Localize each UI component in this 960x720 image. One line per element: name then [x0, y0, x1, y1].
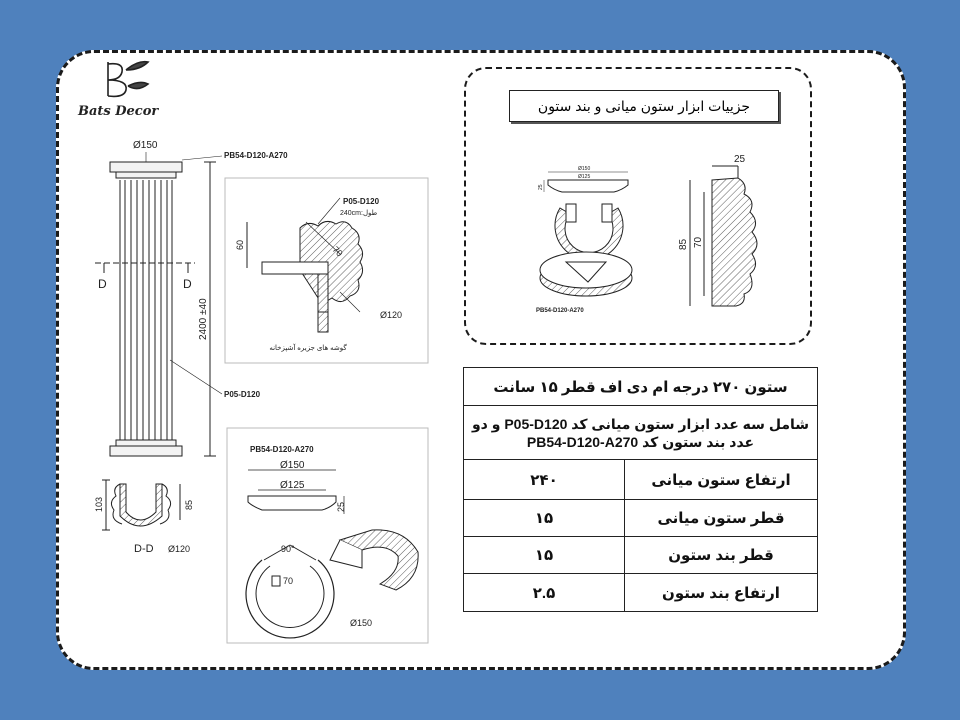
- spec-description-row: [464, 406, 818, 460]
- band-outer-diameter: Ø150: [280, 460, 305, 471]
- spec-label: ارتفاع بند ستون: [625, 574, 818, 612]
- corner-length-note: 240cm:طول: [340, 210, 378, 217]
- corner-dim-60: 60: [235, 239, 245, 250]
- detail-part-code: PB54-D120-A270: [536, 308, 584, 314]
- band-plan: [246, 545, 334, 638]
- table-row: [464, 460, 818, 500]
- column-top-diameter: Ø150: [133, 140, 158, 151]
- band-angle: 90°: [281, 544, 295, 554]
- spec-value: ۲.۵: [464, 574, 625, 612]
- table-row: [464, 574, 818, 612]
- spec-label: قطر ستون میانی: [625, 500, 818, 537]
- detail-profile-height-85: 85: [678, 238, 689, 250]
- section-dd: [102, 480, 180, 530]
- spec-title: ستون ۲۷۰ درجه ام دی اف قطر ۱۵ سانت: [464, 368, 818, 406]
- spec-value: ۲۴۰: [464, 460, 625, 500]
- detail-title: جزییات ابزار ستون میانی و بند ستون: [509, 90, 779, 122]
- column-shaft-code: P05-D120: [224, 390, 261, 399]
- band-elevation: [248, 470, 344, 514]
- detail-small-dia-125: Ø125: [578, 174, 591, 180]
- detail-profile-width: 25: [734, 154, 746, 165]
- section-marker-right: D: [183, 277, 192, 291]
- band-3d: [330, 530, 418, 590]
- spec-title-row: [464, 368, 818, 406]
- corner-dim-70: 70: [330, 244, 345, 259]
- section-height-85: 85: [184, 499, 194, 510]
- corner-part-code: P05-D120: [343, 197, 380, 206]
- corner-diameter: Ø120: [380, 310, 403, 320]
- spec-table: [463, 367, 818, 612]
- spec-label: قطر بند ستون: [625, 537, 818, 574]
- section-name: D-D: [134, 543, 154, 555]
- spec-description-line1: شامل سه عدد ابزار ستون میانی کد P05-D120 و دو: [471, 415, 810, 432]
- detail-small-height: 25: [538, 184, 544, 190]
- corner-profile: [247, 198, 363, 332]
- spec-label: ارتفاع ستون میانی: [625, 460, 818, 500]
- band-plan-diameter: Ø150: [350, 618, 373, 628]
- table-row: [464, 500, 818, 537]
- leaf-monogram-icon: [108, 62, 148, 97]
- spec-description-line2: عدد بند ستون کد PB54-D120-A270: [526, 433, 755, 450]
- logo-text: Bats Decor: [78, 104, 159, 119]
- spec-value: ۱۵: [464, 500, 625, 537]
- column-height: 2400 ±40: [198, 298, 209, 340]
- band-inner-diameter: Ø125: [280, 480, 305, 491]
- detail-small-dia-150: Ø150: [578, 166, 591, 172]
- band-height: 25: [336, 501, 346, 512]
- section-diameter: Ø120: [168, 544, 191, 554]
- spec-value: ۱۵: [464, 537, 625, 574]
- section-marker-left: D: [98, 277, 107, 291]
- spec-description: [464, 406, 818, 460]
- column-part-code: PB54-D120-A270: [224, 151, 288, 160]
- corner-caption: گوشه های جزیره آشپزخانه: [269, 345, 347, 352]
- table-row: [464, 537, 818, 574]
- detail-profile-height-70: 70: [693, 236, 704, 248]
- band-part-code: PB54-D120-A270: [250, 445, 314, 454]
- section-height-103: 103: [94, 496, 104, 512]
- band-notch-width: 70: [283, 576, 294, 586]
